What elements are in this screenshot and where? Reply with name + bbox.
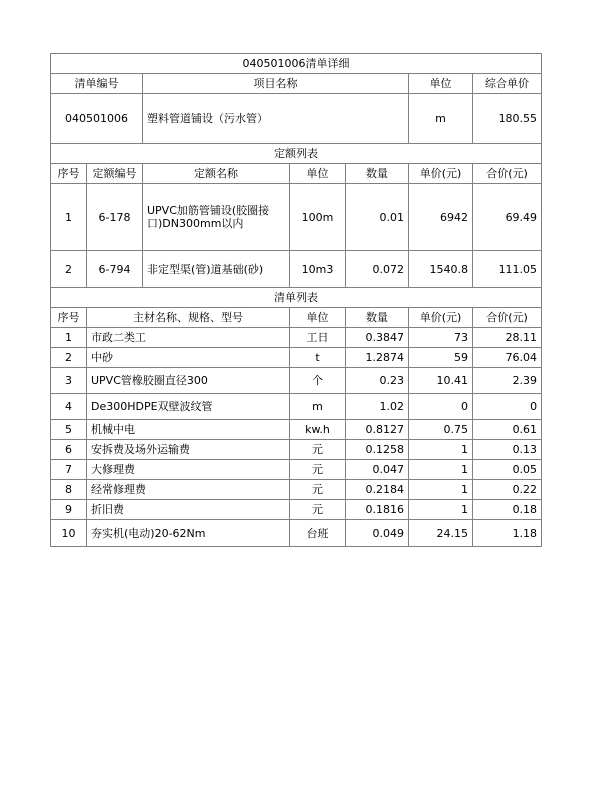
material-row	[51, 328, 542, 348]
material-row	[51, 460, 542, 480]
material-row-qty: 0.8127	[346, 420, 409, 440]
quota-header-name: 定额名称	[143, 164, 290, 184]
item-code: 040501006	[51, 94, 143, 144]
quota-section-title: 定额列表	[51, 144, 542, 164]
quota-header-price: 单价(元)	[409, 164, 473, 184]
item-price: 180.55	[473, 94, 542, 144]
material-row-price: 1	[409, 480, 473, 500]
quota-row-name: 非定型渠(管)道基础(砂)	[143, 251, 290, 288]
material-row-qty: 0.23	[346, 368, 409, 394]
material-header-qty: 数量	[346, 308, 409, 328]
header-price: 综合单价	[473, 74, 542, 94]
material-row	[51, 440, 542, 460]
material-header-unit: 单位	[290, 308, 346, 328]
material-row-name: 大修理费	[87, 460, 290, 480]
quota-row-unit: 10m3	[290, 251, 346, 288]
material-row-no: 9	[51, 500, 87, 520]
quota-row-price: 6942	[409, 184, 473, 251]
quota-row-no: 1	[51, 184, 87, 251]
material-row-name: 折旧费	[87, 500, 290, 520]
material-row-total: 0.61	[473, 420, 542, 440]
material-row-no: 7	[51, 460, 87, 480]
material-row-price: 0.75	[409, 420, 473, 440]
material-row-unit: 元	[290, 500, 346, 520]
quota-row-total: 111.05	[473, 251, 542, 288]
material-row-total: 76.04	[473, 348, 542, 368]
material-row-qty: 0.1258	[346, 440, 409, 460]
material-row-unit: 元	[290, 460, 346, 480]
quota-header-no: 序号	[51, 164, 87, 184]
material-row-total: 28.11	[473, 328, 542, 348]
material-row	[51, 348, 542, 368]
header-unit: 单位	[409, 74, 473, 94]
material-row-price: 10.41	[409, 368, 473, 394]
material-row-name: 市政二类工	[87, 328, 290, 348]
material-row-total: 0.05	[473, 460, 542, 480]
quota-row-code: 6-794	[87, 251, 143, 288]
material-row	[51, 420, 542, 440]
quota-row	[51, 251, 542, 288]
material-row-no: 3	[51, 368, 87, 394]
material-row-no: 10	[51, 520, 87, 547]
material-row-name: 机械中电	[87, 420, 290, 440]
material-row-total: 0	[473, 394, 542, 420]
material-row-qty: 1.02	[346, 394, 409, 420]
material-row-no: 6	[51, 440, 87, 460]
material-header-name: 主材名称、规格、型号	[87, 308, 290, 328]
header-code: 清单编号	[51, 74, 143, 94]
quota-row	[51, 184, 542, 251]
quota-row-name: UPVC加筋管铺设(胶圈接口)DN300mm以内	[143, 184, 290, 251]
quota-header-qty: 数量	[346, 164, 409, 184]
quota-header-unit: 单位	[290, 164, 346, 184]
material-row-unit: 台班	[290, 520, 346, 547]
material-row	[51, 520, 542, 547]
material-header-price: 单价(元)	[409, 308, 473, 328]
quota-header-total: 合价(元)	[473, 164, 542, 184]
material-row-no: 4	[51, 394, 87, 420]
material-header-total: 合价(元)	[473, 308, 542, 328]
material-row-price: 24.15	[409, 520, 473, 547]
material-row-unit: m	[290, 394, 346, 420]
header-name: 项目名称	[143, 74, 409, 94]
material-header-no: 序号	[51, 308, 87, 328]
quota-row-total: 69.49	[473, 184, 542, 251]
item-name: 塑料管道铺设（污水管）	[143, 94, 409, 144]
material-row	[51, 480, 542, 500]
quota-row-qty: 0.072	[346, 251, 409, 288]
material-row-total: 0.18	[473, 500, 542, 520]
material-row-qty: 0.1816	[346, 500, 409, 520]
material-row-qty: 0.047	[346, 460, 409, 480]
material-row-qty: 0.2184	[346, 480, 409, 500]
material-row-qty: 1.2874	[346, 348, 409, 368]
quota-row-code: 6-178	[87, 184, 143, 251]
material-row-total: 0.22	[473, 480, 542, 500]
material-row-name: UPVC管橡胶圈直径300	[87, 368, 290, 394]
material-row-name: 夯实机(电动)20-62Nm	[87, 520, 290, 547]
material-row-unit: 个	[290, 368, 346, 394]
material-row-price: 1	[409, 500, 473, 520]
material-row-name: De300HDPE双壁波纹管	[87, 394, 290, 420]
quota-row-price: 1540.8	[409, 251, 473, 288]
material-row	[51, 500, 542, 520]
material-row-price: 1	[409, 440, 473, 460]
material-row-no: 2	[51, 348, 87, 368]
material-row-price: 0	[409, 394, 473, 420]
material-row-unit: 工日	[290, 328, 346, 348]
material-row	[51, 394, 542, 420]
material-row-no: 8	[51, 480, 87, 500]
material-row-total: 1.18	[473, 520, 542, 547]
material-row	[51, 368, 542, 394]
material-row-total: 0.13	[473, 440, 542, 460]
material-row-qty: 0.049	[346, 520, 409, 547]
material-row-price: 1	[409, 460, 473, 480]
material-row-no: 1	[51, 328, 87, 348]
material-section-title: 清单列表	[51, 288, 542, 308]
material-row-total: 2.39	[473, 368, 542, 394]
bill-detail-table	[50, 53, 542, 547]
table-title: 040501006清单详细	[51, 54, 542, 74]
material-row-price: 59	[409, 348, 473, 368]
material-row-unit: 元	[290, 440, 346, 460]
quota-row-unit: 100m	[290, 184, 346, 251]
quota-header-code: 定额编号	[87, 164, 143, 184]
material-row-name: 安拆费及场外运输费	[87, 440, 290, 460]
material-row-no: 5	[51, 420, 87, 440]
material-row-unit: 元	[290, 480, 346, 500]
material-row-qty: 0.3847	[346, 328, 409, 348]
material-row-price: 73	[409, 328, 473, 348]
quota-row-no: 2	[51, 251, 87, 288]
material-row-unit: kw.h	[290, 420, 346, 440]
item-unit: m	[409, 94, 473, 144]
material-row-name: 中砂	[87, 348, 290, 368]
quota-row-qty: 0.01	[346, 184, 409, 251]
material-row-unit: t	[290, 348, 346, 368]
material-row-name: 经常修理费	[87, 480, 290, 500]
